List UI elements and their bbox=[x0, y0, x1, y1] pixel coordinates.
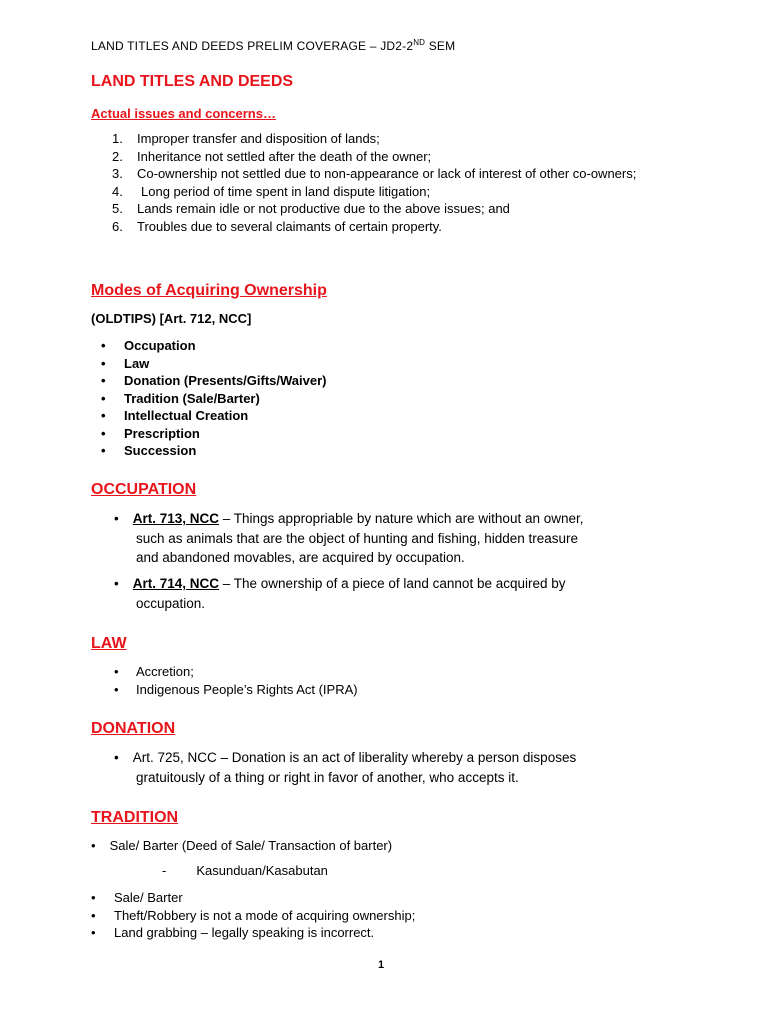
list-item: 2. Inheritance not settled after the death of the owner; bbox=[112, 148, 432, 164]
list-item: • Occupation bbox=[101, 338, 196, 353]
modes-list bbox=[101, 337, 501, 460]
law-heading: LAW bbox=[91, 635, 127, 652]
list-item: • Indigenous People’s Rights Act (IPRA) bbox=[114, 681, 358, 697]
list-item: • Land grabbing – legally speaking is incorrect. bbox=[91, 925, 375, 940]
list-item: 3. Co-ownership not settled due to non-appearance or lack of interest of other co-owners; bbox=[112, 166, 637, 181]
donation-art-725: • Art. 725, NCC – Donation is an act of liberality whereby a person disposes gratuitously of a thing or right in favor of another, who accepts it. bbox=[114, 750, 577, 785]
donation-heading: DONATION bbox=[91, 720, 176, 737]
tradition-heading: TRADITION bbox=[91, 809, 179, 826]
art-713-ref: Art. 713, NCC bbox=[132, 511, 220, 526]
header-text: LAND TITLES AND DEEDS PRELIM COVERAGE – JD2-2 bbox=[91, 39, 414, 53]
header-superscript: ND bbox=[413, 38, 426, 47]
art-714-ref: Art. 714, NCC bbox=[132, 576, 220, 591]
issues-list bbox=[112, 130, 652, 235]
list-item: 6. Troubles due to several claimants of certain property. bbox=[112, 218, 442, 234]
list-item: 1. Improper transfer and disposition of lands; bbox=[112, 131, 380, 146]
list-item: • Prescription bbox=[101, 425, 200, 441]
list-item: • Sale/ Barter bbox=[91, 890, 183, 905]
issues-heading: Actual issues and concerns… bbox=[91, 106, 276, 121]
list-item: 5. Lands remain idle or not productive due to the above issues; and bbox=[112, 201, 510, 216]
header-tail: SEM bbox=[425, 39, 456, 53]
list-item: • Donation (Presents/Gifts/Waiver) bbox=[101, 373, 327, 388]
tradition-subitem: - Kasunduan/Kasabutan bbox=[162, 863, 328, 878]
occupation-art-713: • Art. 713, NCC – Things appropriable by nature which are without an owner, such as animals that are the object of hunting and fishing, hidden treasure and abandoned movables, are acquired by occupation. bbox=[114, 511, 584, 565]
list-item: • Intellectual Creation bbox=[101, 408, 249, 423]
list-item: • Accretion; bbox=[114, 664, 194, 679]
modes-subtitle: (OLDTIPS) [Art. 712, NCC] bbox=[91, 311, 252, 326]
modes-heading: Modes of Acquiring Ownership bbox=[91, 282, 327, 299]
law-list bbox=[114, 663, 614, 698]
page-header bbox=[91, 38, 455, 53]
tradition-item-sale-barter-deed: • Sale/ Barter (Deed of Sale/ Transaction of barter) bbox=[91, 838, 393, 853]
occupation-heading: OCCUPATION bbox=[91, 481, 197, 498]
document-title: LAND TITLES AND DEEDS bbox=[91, 73, 294, 90]
tradition-list bbox=[91, 889, 591, 942]
list-item: 4. Long period of time spent in land dispute litigation; bbox=[112, 183, 431, 199]
list-item: • Theft/Robbery is not a mode of acquiring ownership; bbox=[91, 907, 416, 923]
list-item: • Succession bbox=[101, 443, 197, 458]
list-item: • Law bbox=[101, 355, 150, 371]
list-item: • Tradition (Sale/Barter) bbox=[101, 390, 260, 406]
occupation-art-714: • Art. 714, NCC – The ownership of a piece of land cannot be acquired by occupation. bbox=[114, 576, 566, 611]
page-number: 1 bbox=[378, 959, 385, 971]
